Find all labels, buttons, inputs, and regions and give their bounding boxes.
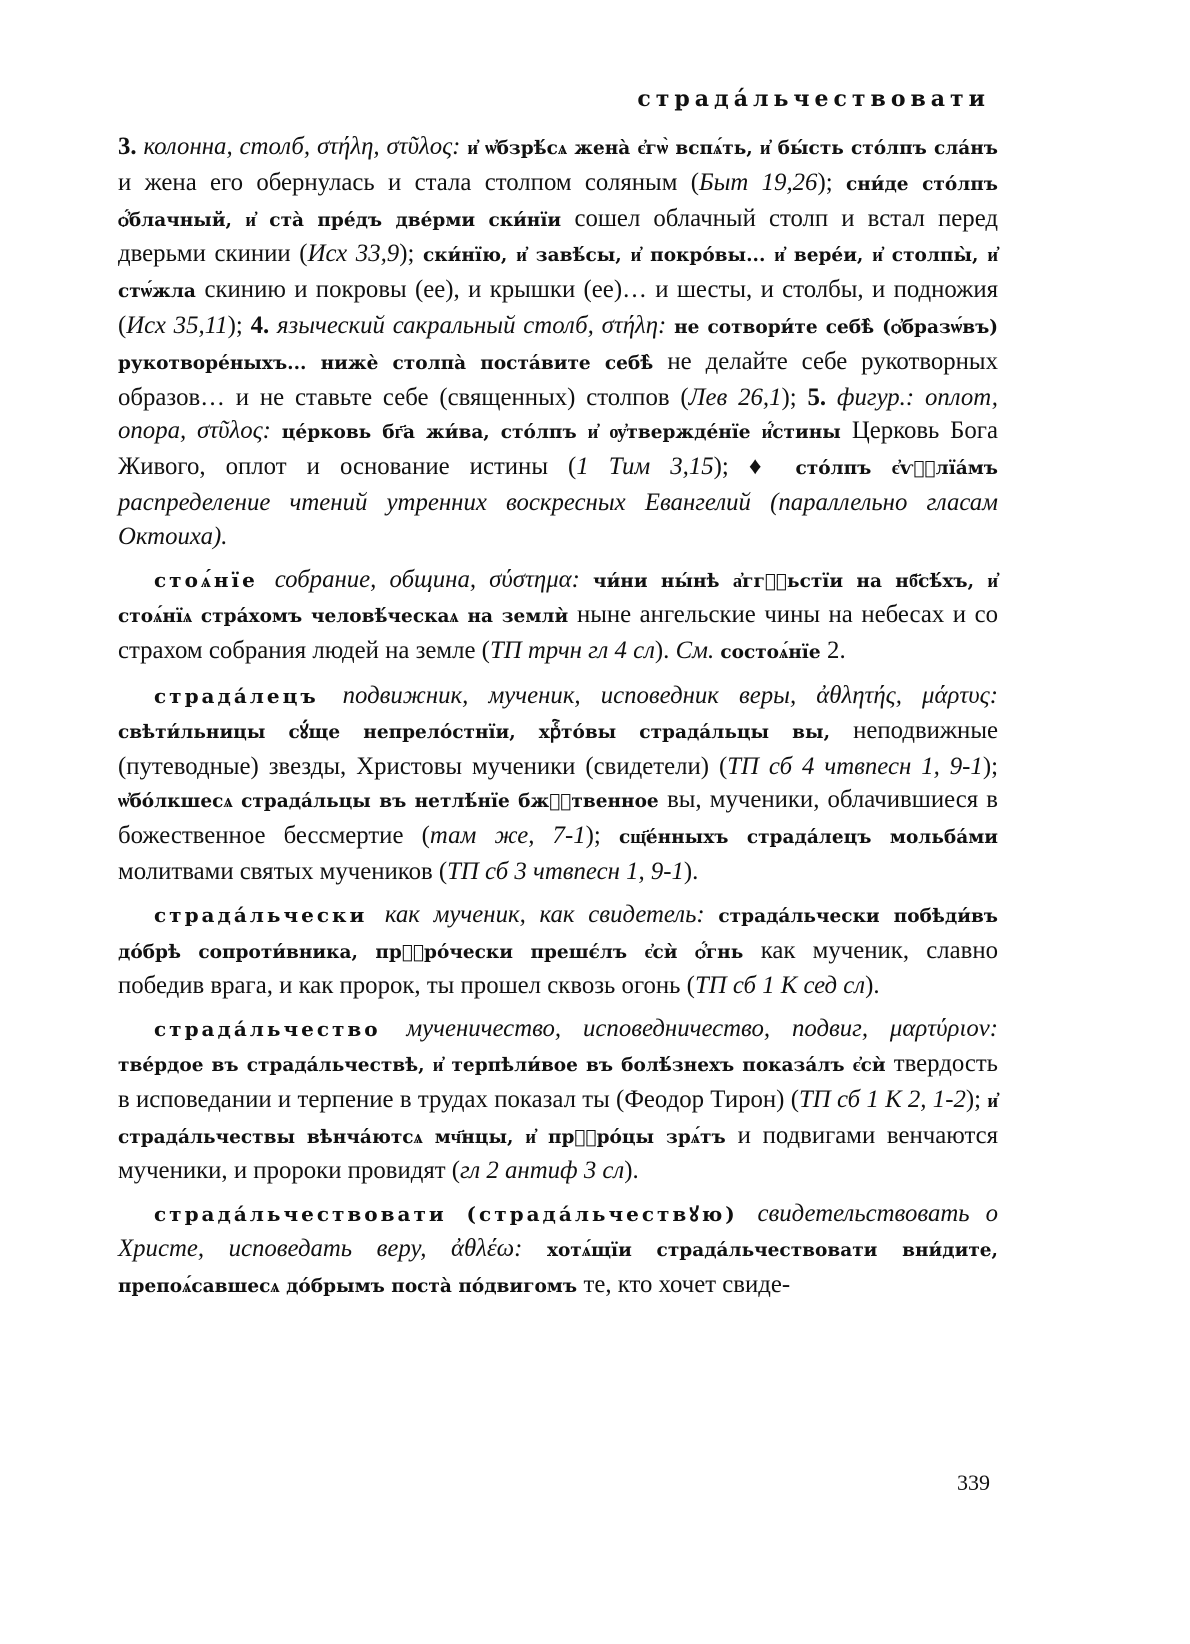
russian-translation: ); xyxy=(585,822,619,850)
dictionary-entry xyxy=(118,898,998,1003)
greek-equivalent: ἀθλέω: xyxy=(450,1234,547,1262)
russian-translation: ); xyxy=(817,168,846,196)
italic-gloss: языческий сакральный столб, xyxy=(277,311,602,339)
page-number: 339 xyxy=(957,1470,990,1495)
italic-gloss: ТП трчн гл 4 сл xyxy=(489,637,655,665)
church-slavonic-text: и҆ ѡ҆бзрѣ́сѧ жена̀ є҆гѡ̀ вспѧ́ть, и҆ бы́сть сто́лпъ сла́нъ xyxy=(467,138,998,159)
russian-translation: ). xyxy=(683,857,699,885)
italic-gloss: фигур.: оплот, опора, xyxy=(118,383,998,445)
russian-translation: Церковь Бога Живого, оплот и основание истины ( xyxy=(118,417,998,481)
italic-gloss: ТП сб 1 К сед сл xyxy=(694,972,866,1000)
dictionary-entry xyxy=(118,1012,998,1188)
greek-equivalent: στήλη: xyxy=(601,311,675,339)
church-slavonic-text: состоѧ́нїе xyxy=(720,642,828,664)
italic-gloss: Лев 26,1 xyxy=(688,383,782,411)
russian-translation: ); xyxy=(965,1085,988,1113)
church-slavonic-text: ски́нїю, и҆ завѣ́сы, и҆ покро́вы... и҆ вере́и, и҆ столпы̀, и҆ стѡ́жла xyxy=(118,245,999,303)
italic-gloss: собрание, община, xyxy=(274,565,490,593)
italic-gloss: гл 2 антиф 3 сл xyxy=(460,1157,625,1185)
italic-gloss: См. xyxy=(675,637,721,665)
greek-equivalent: στῦλος: xyxy=(197,417,282,445)
dictionary-text xyxy=(118,130,998,1313)
russian-translation: ); xyxy=(982,752,998,780)
church-slavonic-text: тве́рдое въ страда́льчествѣ, и҆ терпѣли́вое въ болѣ́знехъ показа́лъ є҆сѝ xyxy=(118,1054,894,1076)
italic-gloss: подвижник, мученик, исповедник веры, xyxy=(342,681,817,709)
russian-translation: ); xyxy=(781,383,808,411)
italic-gloss: колонна, столб, xyxy=(143,133,317,160)
headword: страда́льчески xyxy=(154,902,385,927)
russian-translation: скинию и покровы (ее), и крышки (ее)… и шесты, и столбы, и подножия ( xyxy=(118,276,998,339)
italic-gloss: там же, 7-1 xyxy=(429,822,586,850)
russian-translation: те, кто хочет свиде- xyxy=(583,1270,791,1298)
greek-equivalent: μαρτύριον: xyxy=(889,1015,998,1043)
church-slavonic-text: хотѧ́щїи страда́льчествовати вни́дите, препоѧ́савшесѧ до́брымъ поста̀ по́двигомъ xyxy=(118,1239,998,1297)
russian-translation: ); xyxy=(399,240,424,268)
headword: страда́лецъ xyxy=(154,683,343,708)
italic-gloss: ТП сб 3 чтвпесн 1, 9-1 xyxy=(447,857,684,885)
russian-translation: и подвигами венчаются мученики, и пророки провидят ( xyxy=(118,1121,998,1185)
headword: страда́льчествовати (страда́льчествꙋю) xyxy=(154,1202,758,1227)
church-slavonic-text: це́рковь бг҃а жи́ва, сто́лпъ и҆ ѹ҆твержде́нїе и҆́стины xyxy=(281,422,852,444)
dictionary-entry xyxy=(118,130,998,554)
church-slavonic-text: страда́льчески побѣди́въ до́брѣ сопроти́вника, прⷪ҇ро́чески прешє́лъ є҆сѝ ѻ҆́гнь xyxy=(118,905,998,963)
russian-translation: ). xyxy=(654,637,676,665)
church-slavonic-text: ѡ҆бо́лкшесѧ страда́льцы въ нетлѣ́нїе бжⷭ҇твенное xyxy=(118,791,668,813)
headword: стоѧ́нїе xyxy=(154,567,275,592)
italic-gloss: распределение чтений утренних воскресных Евангелий (параллельно гласам Октоиха). xyxy=(118,488,998,550)
church-slavonic-text: сщ҃е́нныхъ страда́лецъ мольба́ми xyxy=(618,827,998,849)
greek-equivalent: ἀθλητής, μάρτυς: xyxy=(816,681,998,709)
russian-translation: ); ♦ xyxy=(713,453,796,481)
headword: страда́льчество xyxy=(154,1017,407,1042)
russian-translation: ныне ангельские чины на небесах и со страхом собрания людей на земле ( xyxy=(118,601,998,665)
italic-gloss: свидетельствовать о Христе, исповедать веру, xyxy=(118,1200,998,1262)
russian-translation: как мученик, славно победив врага, и как пророк, ты прошел сквозь огонь ( xyxy=(118,936,998,1000)
russian-translation: ); xyxy=(227,311,251,339)
church-slavonic-text: сто́лпъ є҆ѵⷢ҇лїа́мъ xyxy=(795,458,998,480)
italic-gloss: мученичество, исповедничество, подвиг, xyxy=(406,1015,890,1043)
russian-translation: молитвами святых мучеников ( xyxy=(118,857,448,885)
russian-translation: ). xyxy=(865,972,880,1000)
italic-gloss: ТП сб 4 чтвпесн 1, 9-1 xyxy=(727,752,983,780)
church-slavonic-text: свѣти́льницы сꙋ́ще непрело́стнїи, хрⷭ҇то́вы страда́льцы вы, xyxy=(118,721,854,743)
running-head: страда́льчествовати xyxy=(637,86,990,112)
italic-gloss: Исх 33,9 xyxy=(307,240,400,268)
greek-equivalent: στήλη, στῦλος: xyxy=(316,133,468,160)
church-slavonic-text: сни́де сто́лпъ ѻ҆́блачный, и҆ ста̀ пре́дъ две́рми ски́нїи xyxy=(118,173,998,231)
russian-translation: не делайте себе рукотворных образов… и не ставьте себе (священных) столпов ( xyxy=(118,347,998,411)
italic-gloss: ТП сб 1 К 2, 1-2 xyxy=(799,1085,966,1113)
sense-number: 4. xyxy=(250,311,278,339)
russian-translation: неподвижные (путеводные) звезды, Христовы мученики (свидетели) ( xyxy=(118,716,998,780)
russian-translation: вы, мученики, облачившиеся в божественное бессмертие ( xyxy=(118,786,998,850)
russian-translation: и жена его обернулась и стала столпом соляным ( xyxy=(118,168,699,196)
church-slavonic-text: и҆ страда́льчествы вѣнча́ютсѧ мч҃нцы, и҆ прⷪ҇ро́цы зрѧ́тъ xyxy=(118,1090,998,1148)
dictionary-entry xyxy=(118,1197,998,1303)
church-slavonic-text: не сотвори́те себѣ̀ (ѻ҆бразѡ́въ) рукотворе́ныхъ... нижѐ столпа̀ поста́вите себѣ̀ xyxy=(118,316,999,374)
church-slavonic-text: чи́ни ны́нѣ а҆ггⷧ҇ьстїи на нб҃сѣ́хъ, и҆ стоѧ́нїѧ стра́хомъ человѣ́ческаѧ на землѝ xyxy=(118,570,999,628)
italic-gloss: как мученик, как свидетель: xyxy=(384,900,719,928)
italic-gloss: 1 Тим 3,15 xyxy=(576,453,714,481)
dictionary-entry xyxy=(118,563,998,670)
greek-equivalent: σύστημα: xyxy=(489,565,594,593)
russian-translation: ). xyxy=(624,1157,639,1185)
russian-translation: 2. xyxy=(827,637,846,665)
russian-translation: твердость в исповедании и терпение в трудах показал ты (Феодор Тирон) ( xyxy=(118,1049,998,1113)
dictionary-entry xyxy=(118,679,998,889)
sense-number: 5. xyxy=(807,383,837,411)
italic-gloss: Быт 19,26 xyxy=(698,168,818,196)
russian-translation: сошел облачный столп и встал перед дверьми скинии ( xyxy=(118,204,998,268)
italic-gloss: Исх 35,11 xyxy=(126,311,228,339)
sense-number: 3. xyxy=(118,133,144,160)
